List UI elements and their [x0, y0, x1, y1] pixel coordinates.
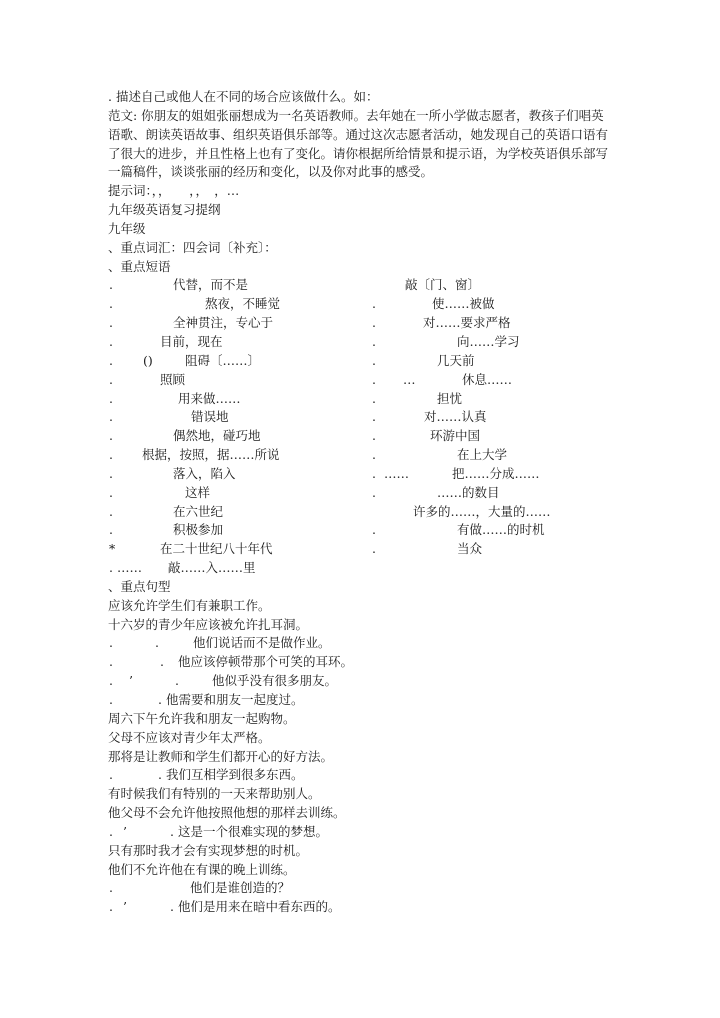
sentence-text: 那将是让教师和学生们都开心的好方法。	[108, 748, 334, 764]
sentence-line	[0, 616, 720, 635]
phrase-note: ……	[117, 560, 142, 576]
sample-line	[0, 145, 720, 164]
phrase-row	[0, 390, 720, 409]
sentence-line	[0, 861, 720, 880]
sentence-line	[0, 653, 720, 672]
sentence-line	[0, 710, 720, 729]
hint-line	[0, 182, 720, 201]
phrase-marker: .	[109, 560, 113, 576]
phrase-marker: .	[372, 296, 376, 312]
phrase-text: 在上大学	[457, 447, 508, 463]
phrase-marker: .	[372, 484, 376, 500]
phrase-text: 偶然地，碰巧地	[173, 428, 261, 444]
phrase-marker: .	[109, 371, 113, 387]
phrase-marker: .	[372, 352, 376, 368]
phrase-row	[0, 465, 720, 484]
phrase-text: 向……学习	[457, 333, 520, 349]
phrase-text: 阻碍〔……〕	[185, 352, 261, 368]
phrase-row	[0, 333, 720, 352]
phrase-marker: .	[372, 333, 376, 349]
sentence-text: . 这是一个很难实现的梦想。	[170, 823, 328, 839]
sentence-text: 有时候我们有特别的一天来帮助别人。	[108, 786, 321, 802]
phrase-marker: .	[372, 541, 376, 557]
task-text: . 描述自己或他人在不同的场合应该做什么。如：	[108, 89, 379, 104]
phrase-text: 有做……的时机	[457, 522, 545, 538]
phrase-text: 全神贯注，专心于	[173, 315, 274, 331]
sample-text: 范文: 你朋友的姐姐张丽想成为一名英语教师。去年她在一所小学做志愿者，教孩子们唱英	[108, 107, 604, 123]
task-line	[0, 88, 720, 107]
phrase-note: ()	[143, 352, 153, 368]
phrases-heading	[0, 258, 720, 277]
phrase-marker: .	[109, 522, 113, 538]
phrase-text: 当众	[457, 541, 483, 557]
phrase-row	[0, 352, 720, 371]
phrase-text: 休息……	[462, 371, 513, 387]
phrase-row	[0, 408, 720, 427]
phrase-marker: .	[109, 428, 113, 444]
sentence-line	[0, 823, 720, 842]
sentence-mid: .	[160, 654, 164, 670]
phrase-marker: .	[372, 465, 376, 481]
phrase-marker: .	[109, 409, 113, 425]
phrase-text: 这样	[185, 484, 211, 500]
phrase-note: …	[403, 371, 416, 387]
sample-text: 语歌、朗读英语故事、组织英语俱乐部等。通过这次志愿者活动，她发现自己的英语口语有	[108, 126, 609, 142]
sentence-line	[0, 748, 720, 767]
sentence-lead: .	[109, 673, 113, 689]
phrase-marker: .	[372, 522, 376, 538]
phrase-row	[0, 371, 720, 390]
sentence-lead: .	[109, 880, 113, 896]
sample-line	[0, 107, 720, 126]
phrase-marker: *	[109, 541, 116, 557]
phrase-marker: .	[109, 352, 113, 368]
sentence-text: 他们是谁创造的？	[190, 880, 291, 896]
phrase-text: 敲……入……里	[168, 560, 256, 576]
phrase-text: 代替，而不是	[173, 277, 249, 293]
phrases-heading-text: 、重点短语	[108, 258, 171, 274]
sentence-text: . 他们是用来在暗中看东西的。	[170, 899, 341, 915]
phrase-text: 落入，陷入	[173, 465, 236, 481]
sentence-lead: .	[109, 635, 113, 651]
phrase-marker: .	[109, 390, 113, 406]
phrase-marker: .	[109, 277, 113, 293]
phrase-marker: .	[109, 503, 113, 519]
sentence-line	[0, 729, 720, 748]
sentence-line	[0, 879, 720, 898]
sentence-line	[0, 597, 720, 616]
sentence-mid: .	[155, 635, 159, 651]
sentence-text: 应该允许学生们有兼职工作。	[108, 597, 271, 613]
phrase-text: 对……认真	[424, 409, 487, 425]
phrase-row	[0, 427, 720, 446]
phrase-marker: .	[109, 333, 113, 349]
phrase-marker: .	[372, 390, 376, 406]
phrase-text: 根据，按照，据……所说	[142, 447, 280, 463]
patterns-heading	[0, 578, 720, 597]
sentence-lead: .	[109, 692, 113, 707]
phrase-text: 错误地	[191, 409, 229, 425]
sentence-text: 周六下午允许我和朋友一起购物。	[108, 710, 296, 726]
phrase-text: 几天前	[437, 352, 475, 368]
sentence-line	[0, 898, 720, 917]
sentence-line	[0, 634, 720, 653]
outline-title	[0, 201, 720, 220]
sentence-text: 他父母不会允许他按照他想的那样去训练。	[108, 805, 346, 821]
phrase-row	[0, 521, 720, 540]
phrase-text: 把……分成……	[452, 465, 540, 481]
phrase-text: 对……要求严格	[423, 315, 511, 331]
phrase-row	[0, 314, 720, 333]
sentence-text: . 我们互相学到很多东西。	[158, 767, 304, 783]
phrase-text: 目前，现在	[160, 333, 223, 349]
phrase-marker: .	[109, 315, 113, 331]
sentence-quote: ’	[129, 673, 133, 689]
sentence-quote: ’	[123, 823, 127, 839]
phrase-row	[0, 295, 720, 314]
phrase-row	[0, 446, 720, 465]
sentence-text: 他们说话而不是做作业。	[193, 635, 331, 651]
phrase-row	[0, 559, 720, 578]
sentence-line	[0, 785, 720, 804]
phrase-text: 积极参加	[173, 522, 224, 538]
phrase-row	[0, 540, 720, 559]
vocab-heading	[0, 239, 720, 258]
sentence-lead: .	[109, 767, 113, 783]
phrase-marker: .	[372, 428, 376, 444]
grade-line	[0, 220, 720, 239]
phrase-text: 在六世纪	[173, 503, 224, 519]
sentence-line	[0, 766, 720, 785]
outline-title-text: 九年级英语复习提纲	[108, 202, 221, 218]
phrase-text: 担忧	[437, 390, 463, 406]
sentence-line	[0, 672, 720, 691]
grade-text: 九年级	[108, 220, 146, 236]
phrase-marker: .	[372, 371, 376, 387]
sentence-text: . 他需要和朋友一起度过。	[158, 692, 304, 707]
phrase-text: 敲〔门、窗〕	[405, 277, 481, 293]
sample-line	[0, 126, 720, 145]
phrase-text: 使……被做	[432, 296, 495, 312]
sentence-text: 他们不允许他在有课的晚上训练。	[108, 861, 296, 877]
phrase-text: 用来做……	[178, 390, 241, 406]
vocab-heading-text: 、重点词汇：四会词〔补充〕：	[108, 239, 277, 255]
hint-text: 提示词：，， ，， ，…	[108, 183, 240, 199]
sentence-text: 十六岁的青少年应该被允许扎耳洞。	[108, 616, 309, 632]
phrase-text: ……的数目	[437, 484, 500, 500]
phrase-marker: .	[109, 484, 113, 500]
phrase-text: 在二十世纪八十年代	[160, 541, 273, 557]
patterns-heading-text: 、重点句型	[108, 578, 171, 594]
phrase-marker: .	[372, 315, 376, 331]
phrase-row	[0, 484, 720, 503]
sentence-line	[0, 691, 720, 710]
sentence-text: 父母不应该对青少年太严格。	[108, 729, 271, 745]
phrase-marker: .	[372, 447, 376, 463]
phrase-text: 环游中国	[430, 428, 481, 444]
sentence-lead: .	[109, 654, 113, 670]
sample-text: 了很大的进步，并且性格上也有了变化。请你根据所给情景和提示语，为学校英语俱乐部写	[108, 145, 609, 161]
phrase-marker: .	[372, 409, 376, 425]
sentence-text: 他应该停顿带那个可笑的耳环。	[178, 654, 354, 670]
sentence-mid: .	[175, 673, 179, 689]
phrase-text: 许多的……，大量的……	[413, 503, 551, 519]
phrase-marker: .	[109, 447, 113, 463]
sample-line	[0, 163, 720, 182]
phrase-marker: .	[109, 465, 113, 481]
phrase-note: ……	[384, 465, 409, 481]
sentence-text: 只有那时我才会有实现梦想的时机。	[108, 842, 309, 858]
sentence-line	[0, 804, 720, 823]
sample-text: 一篇稿件，谈谈张丽的经历和变化，以及你对此事的感受。	[108, 164, 434, 180]
sentence-quote: ’	[123, 899, 127, 915]
phrase-row	[0, 276, 720, 295]
sentence-lead: .	[109, 823, 113, 839]
phrase-text: 照顾	[160, 371, 186, 387]
phrase-text: 熬夜，不睡觉	[205, 296, 281, 312]
phrase-row	[0, 503, 720, 522]
phrase-marker: .	[109, 296, 113, 312]
sentence-line	[0, 842, 720, 861]
sentence-text: 他似乎没有很多朋友。	[212, 673, 338, 689]
sentence-lead: .	[109, 899, 113, 915]
